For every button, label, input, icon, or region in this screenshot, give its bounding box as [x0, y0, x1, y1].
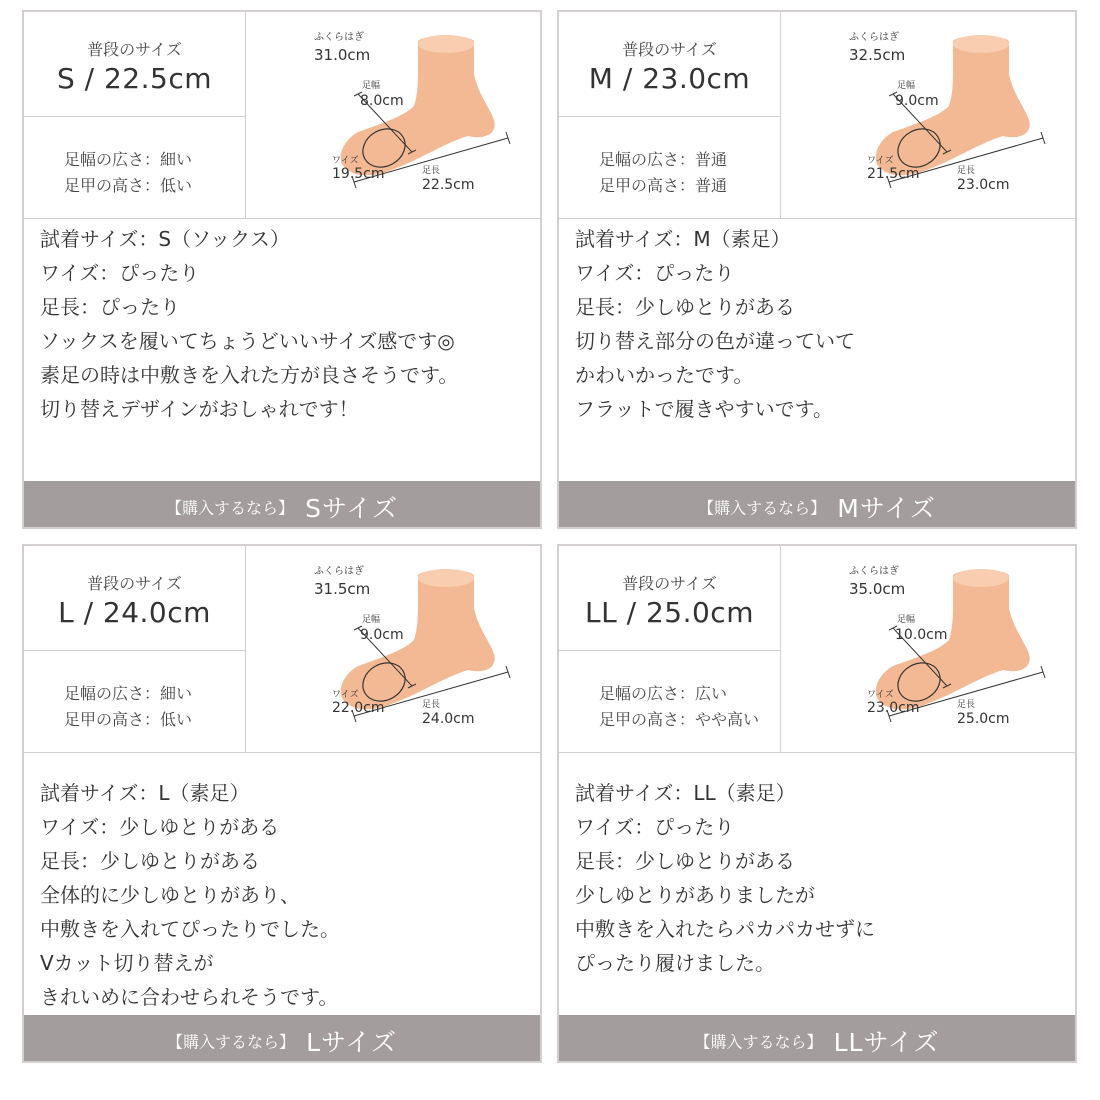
- length-label: 足長: [422, 166, 441, 176]
- review-line: ワイズ：ぴったり: [575, 815, 735, 839]
- review-line: 足長：ぴったり: [40, 295, 180, 319]
- recommended-size: Sサイズ: [305, 494, 398, 523]
- review-line: 全体的に少しゆとりがあり、: [40, 883, 300, 907]
- review-line: 切り替えデザインがおしゃれです！: [40, 397, 359, 421]
- foot-shape-box: [559, 117, 781, 218]
- foot-illustration: [246, 546, 540, 752]
- review-line: 足長：少しゆとりがある: [575, 849, 795, 873]
- foot-width-text: 足幅の広さ：細い: [64, 150, 193, 169]
- review-line: 中敷きを入れたらパカパカせずに: [575, 917, 875, 941]
- footwidth-value: 9.0cm: [360, 627, 404, 643]
- calf-label: ふくらはぎ: [849, 32, 899, 43]
- normal-size-value: L / 24.0cm: [58, 596, 211, 629]
- recommendation-prefix: 【購入するなら】: [166, 1032, 295, 1052]
- recommendation-prefix: 【購入するなら】: [166, 498, 295, 518]
- normal-size-value: S / 22.5cm: [56, 62, 213, 95]
- normal-size-label: 普段のサイズ: [87, 574, 182, 593]
- length-label: 足長: [422, 700, 441, 710]
- footwidth-label: 足幅: [362, 81, 381, 91]
- recommendation-prefix: 【購入するなら】: [698, 498, 827, 518]
- review-line: 試着サイズ：S（ソックス）: [40, 227, 290, 251]
- foot-illustration: [781, 546, 1075, 752]
- review-line: 素足の時は中敷きを入れた方が良さそうです。: [40, 363, 459, 387]
- length-value: 22.5cm: [422, 177, 475, 193]
- card-header: [559, 12, 1075, 219]
- foot-diagram: [246, 546, 540, 752]
- foot-diagram: [781, 546, 1075, 752]
- card-header: [24, 546, 540, 753]
- wise-label: ワイズ: [332, 690, 359, 700]
- review-line: ぴったり履けました。: [575, 951, 775, 975]
- review-line: 試着サイズ：LL（素足）: [575, 781, 796, 805]
- review-line: ワイズ：ぴったり: [40, 261, 200, 285]
- footwidth-value: 9.0cm: [895, 93, 939, 109]
- foot-shape-box: [24, 117, 246, 218]
- calf-label: ふくらはぎ: [849, 566, 899, 577]
- foot-width-text: 足幅の広さ：普通: [599, 150, 728, 169]
- foot-illustration: [781, 12, 1075, 218]
- calf-label: ふくらはぎ: [314, 32, 364, 43]
- wise-label: ワイズ: [867, 690, 894, 700]
- foot-width-text: 足幅の広さ：広い: [599, 684, 728, 703]
- instep-height-text: 足甲の高さ：普通: [599, 176, 728, 195]
- wise-value: 19.5cm: [332, 166, 385, 182]
- review-text: [575, 776, 1065, 980]
- recommended-size: Lサイズ: [306, 1028, 398, 1057]
- recommended-size: LLサイズ: [833, 1028, 940, 1057]
- review-line: 少しゆとりがありましたが: [575, 883, 815, 907]
- fitting-card-4: [557, 544, 1077, 1063]
- review-line: ソックスを履いてちょうどいいサイズ感です◎: [40, 329, 455, 353]
- review-line: フラットで履きやすいです。: [575, 397, 833, 421]
- instep-height-text: 足甲の高さ：やや高い: [599, 710, 760, 729]
- recommended-size: Mサイズ: [837, 494, 936, 523]
- foot-illustration: [246, 12, 540, 218]
- review-line: きれいめに合わせられそうです。: [40, 985, 339, 1009]
- footwidth-label: 足幅: [362, 615, 381, 625]
- recommendation-bar: [24, 1015, 540, 1061]
- card-header: [559, 546, 1075, 753]
- review-line: 試着サイズ：M（素足）: [575, 227, 791, 251]
- review-line: 試着サイズ：L（素足）: [40, 781, 250, 805]
- normal-size-box: [24, 12, 246, 117]
- normal-size-box: [24, 546, 246, 651]
- recommendation-bar: [24, 481, 540, 527]
- footwidth-label: 足幅: [897, 615, 916, 625]
- recommendation-bar: [559, 481, 1075, 527]
- leg-top-ellipse: [418, 35, 474, 53]
- leg-top-ellipse: [418, 569, 474, 587]
- footwidth-value: 8.0cm: [360, 93, 404, 109]
- normal-size-label: 普段のサイズ: [622, 40, 717, 59]
- length-value: 23.0cm: [957, 177, 1010, 193]
- footwidth-label: 足幅: [897, 81, 916, 91]
- foot-diagram: [781, 12, 1075, 218]
- calf-value: 31.0cm: [314, 46, 371, 64]
- review-text: [575, 222, 1065, 426]
- length-value: 25.0cm: [957, 711, 1010, 727]
- fitting-card-1: [22, 10, 542, 529]
- calf-value: 31.5cm: [314, 580, 371, 598]
- length-value: 24.0cm: [422, 711, 475, 727]
- card-header: [24, 12, 540, 219]
- normal-size-label: 普段のサイズ: [622, 574, 717, 593]
- calf-label: ふくらはぎ: [314, 566, 364, 577]
- instep-height-text: 足甲の高さ：低い: [64, 710, 193, 729]
- instep-height-text: 足甲の高さ：低い: [64, 176, 193, 195]
- leg-top-ellipse: [953, 569, 1009, 587]
- foot-shape-box: [559, 651, 781, 752]
- wise-label: ワイズ: [867, 156, 894, 166]
- foot-width-text: 足幅の広さ：細い: [64, 684, 193, 703]
- normal-size-value: LL / 25.0cm: [585, 596, 754, 629]
- foot-diagram: [246, 12, 540, 218]
- wise-label: ワイズ: [332, 156, 359, 166]
- review-line: 切り替え部分の色が違っていて: [575, 329, 855, 353]
- normal-size-box: [559, 12, 781, 117]
- length-label: 足長: [957, 166, 976, 176]
- calf-value: 32.5cm: [849, 46, 906, 64]
- normal-size-label: 普段のサイズ: [87, 40, 182, 59]
- length-label: 足長: [957, 700, 976, 710]
- leg-top-ellipse: [953, 35, 1009, 53]
- wise-value: 23.0cm: [867, 700, 920, 716]
- review-line: 足長：少しゆとりがある: [40, 849, 260, 873]
- wise-value: 21.5cm: [867, 166, 920, 182]
- review-line: かわいかったです。: [575, 363, 754, 387]
- recommendation-prefix: 【購入するなら】: [694, 1032, 823, 1052]
- review-line: ワイズ：ぴったり: [575, 261, 735, 285]
- fitting-card-3: [22, 544, 542, 1063]
- review-text: [40, 222, 530, 426]
- wise-value: 22.0cm: [332, 700, 385, 716]
- fitting-card-2: [557, 10, 1077, 529]
- footwidth-value: 10.0cm: [895, 627, 948, 643]
- review-line: 中敷きを入れてぴったりでした。: [40, 917, 340, 941]
- review-line: ワイズ：少しゆとりがある: [40, 815, 280, 839]
- calf-value: 35.0cm: [849, 580, 906, 598]
- review-line: 足長：少しゆとりがある: [575, 295, 795, 319]
- review-line: Vカット切り替えが: [40, 951, 214, 975]
- review-text: [40, 776, 530, 1014]
- recommendation-bar: [559, 1015, 1075, 1061]
- foot-shape-box: [24, 651, 246, 752]
- normal-size-value: M / 23.0cm: [588, 62, 751, 95]
- normal-size-box: [559, 546, 781, 651]
